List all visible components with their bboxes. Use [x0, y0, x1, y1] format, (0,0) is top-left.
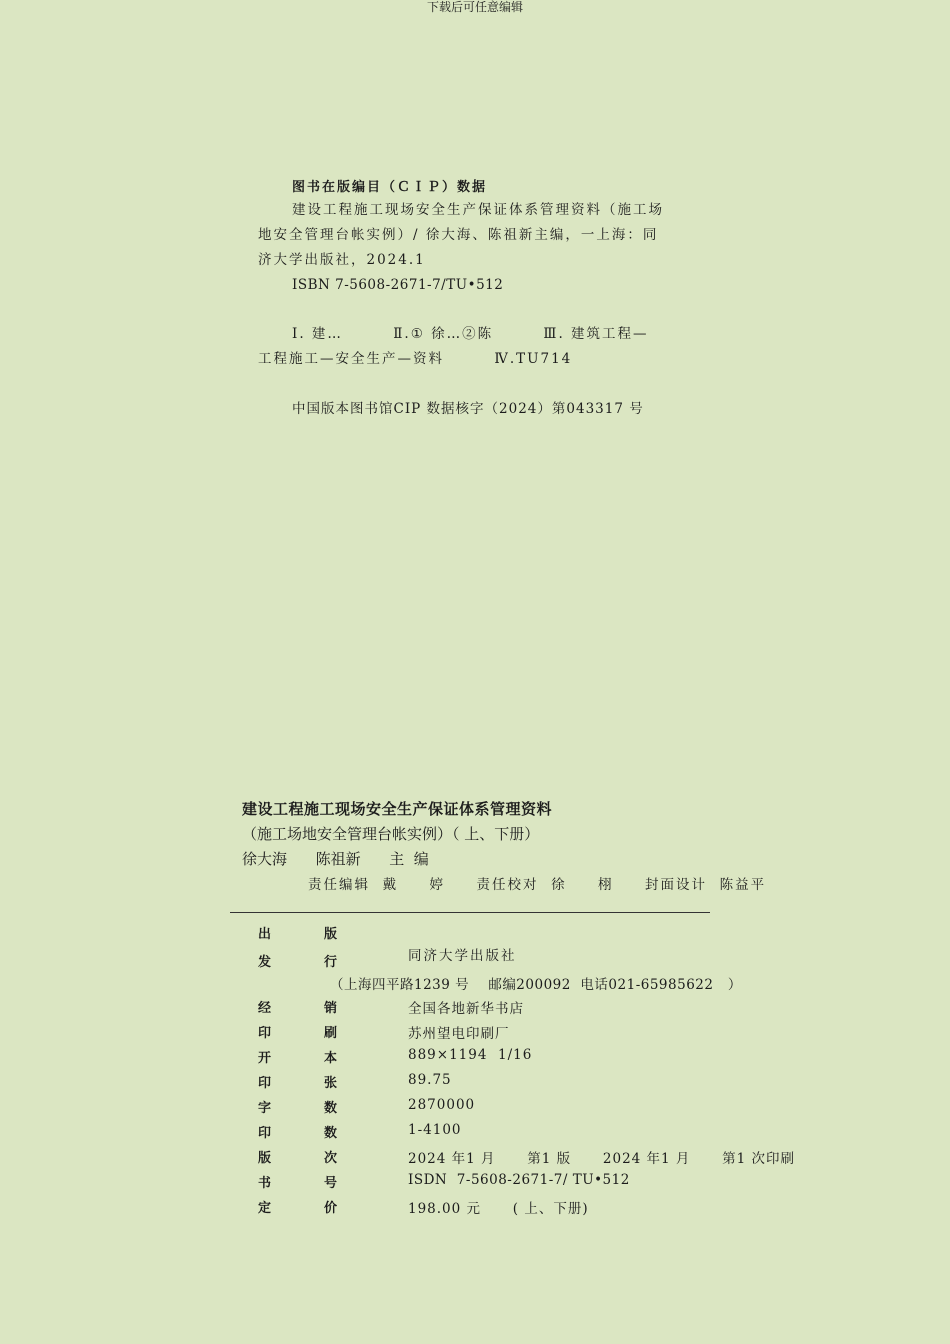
colophon-value: 1-4100: [408, 1122, 462, 1138]
colophon-row: [258, 1072, 858, 1092]
colophon-row-publish: [258, 923, 858, 943]
cip-core-number: 中国版本图书馆CIP 数据核字（2024）第043317 号: [292, 401, 644, 417]
colophon-row: [258, 997, 858, 1017]
colophon-key: 印: [258, 1076, 272, 1091]
book-authors: 徐大海 陈祖新 主 编: [242, 850, 429, 868]
colophon-key: 版: [324, 927, 338, 942]
colophon-row: [258, 1172, 858, 1192]
colophon-row: [258, 1097, 858, 1117]
publisher-name: 同济大学出版社: [408, 948, 517, 964]
book-subtitle: （施工场地安全管理台帐实例）（ 上、下册）: [242, 825, 540, 843]
colophon-key: 数: [324, 1126, 338, 1141]
cip-line-2: 地安全管理台帐实例）/ 徐大海、陈祖新主编，一上海：同: [258, 227, 659, 243]
colophon-key: 开: [258, 1051, 272, 1066]
book-title: 建设工程施工现场安全生产保证体系管理资料: [242, 800, 553, 818]
colophon-row: [258, 1122, 858, 1142]
cip-classification-2: 工程施工—安全生产—资料 Ⅳ.TU714: [258, 351, 573, 367]
colophon-value: 889×1194 1/16: [408, 1047, 533, 1063]
colophon-key: 价: [324, 1201, 338, 1216]
colophon-key: 发: [258, 955, 272, 970]
colophon-key: 版: [258, 1151, 272, 1166]
colophon-key: 刷: [324, 1026, 338, 1041]
colophon-key: 印: [258, 1126, 272, 1141]
cip-line-3: 济大学出版社，2024.1: [258, 252, 426, 268]
publisher-address: （上海四平路1239 号 邮编200092 电话021-65985622 ）: [330, 977, 742, 993]
colophon-value: 2024 年1 月 第1 版 2024 年1 月 第1 次印刷: [408, 1151, 796, 1167]
cip-isbn: ISBN 7-5608-2671-7/TU•512: [292, 277, 504, 293]
colophon-key: 出: [258, 927, 272, 942]
colophon-key: 书: [258, 1176, 272, 1191]
divider: [230, 912, 710, 913]
colophon-key: 销: [324, 1001, 338, 1016]
download-note: 下载后可任意编辑: [426, 0, 523, 14]
colophon-key: 本: [324, 1051, 338, 1066]
cip-title: 图书在版编目（ＣＩＰ）数据: [292, 180, 488, 195]
colophon-row: [258, 1047, 858, 1067]
colophon-value: 苏州望电印刷厂: [408, 1026, 510, 1042]
colophon-row-issue: [258, 951, 858, 971]
colophon-key: 数: [324, 1101, 338, 1116]
colophon-key: 号: [324, 1176, 338, 1191]
book-staff: 责任编辑 戴 婷 责任校对 徐 栩 封面设计 陈益平: [308, 877, 767, 893]
colophon-value: 全国各地新华书店: [408, 1001, 524, 1017]
cip-line-1: 建设工程施工现场安全生产保证体系管理资料（施工场: [292, 202, 664, 218]
colophon-value: 198.00 元 ( 上、下册): [408, 1201, 589, 1217]
colophon-row: [258, 1147, 858, 1167]
colophon-value: ISDN 7-5608-2671-7/ TU•512: [408, 1172, 630, 1188]
colophon-key: 张: [324, 1076, 338, 1091]
colophon-value: 2870000: [408, 1097, 476, 1113]
colophon-key: 定: [258, 1201, 272, 1216]
colophon-key: 字: [258, 1101, 272, 1116]
cip-classification-1: Ⅰ. 建… Ⅱ.① 徐…②陈 Ⅲ. 建筑工程—: [292, 326, 649, 342]
colophon-row: [258, 1022, 858, 1042]
colophon-key: 印: [258, 1026, 272, 1041]
colophon-row: [258, 1197, 858, 1217]
colophon-key: 行: [324, 955, 338, 970]
colophon-key: 次: [324, 1151, 338, 1166]
colophon-key: 经: [258, 1001, 272, 1016]
colophon-value: 89.75: [408, 1072, 452, 1088]
